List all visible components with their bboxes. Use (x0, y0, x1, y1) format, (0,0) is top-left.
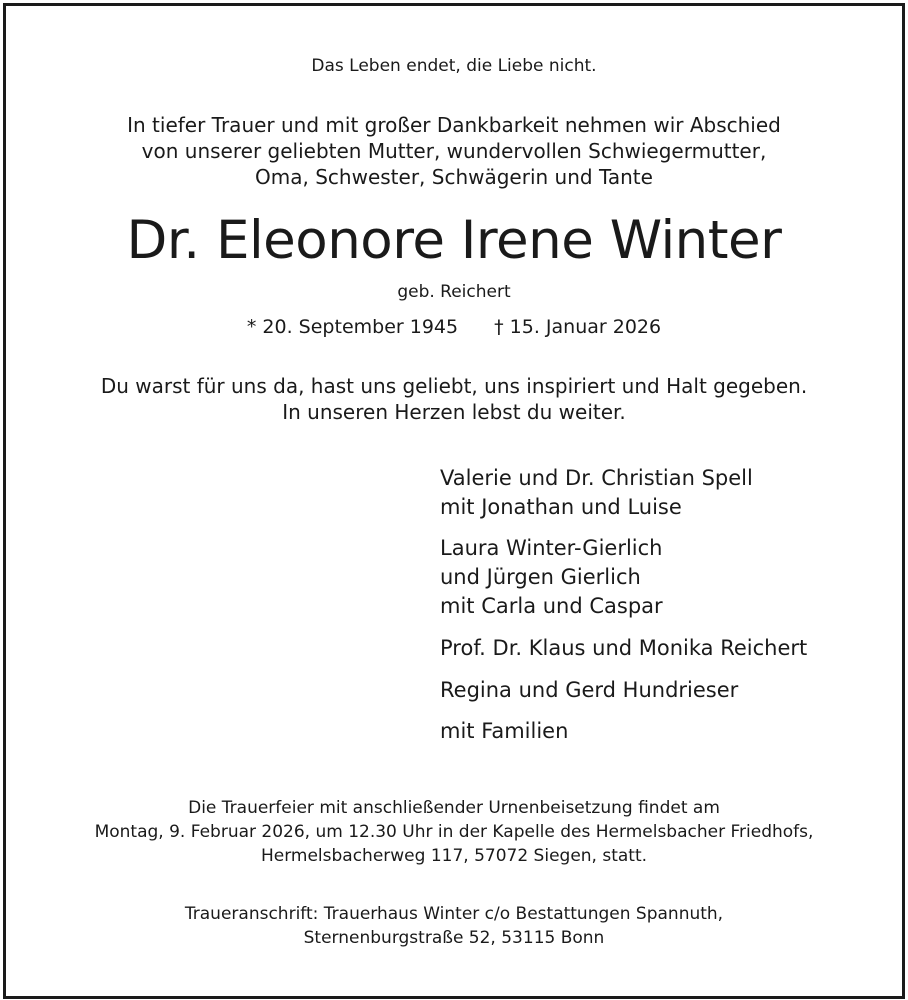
mourner-group (440, 534, 807, 621)
birth-date: * 20. September 1945 (246, 316, 459, 338)
tribute-text (0, 373, 908, 425)
life-dates (0, 315, 908, 339)
intro-line: Oma, Schwester, Schwägerin und Tante (255, 165, 653, 189)
mourner-line: und Jürgen Gierlich (440, 565, 641, 589)
ceremony-line: Die Trauerfeier mit anschließender Urnenbeisetzung findet am (188, 798, 720, 818)
mourner-group (440, 676, 807, 705)
maiden-name: geb. Reichert (397, 282, 511, 302)
mourner-group (440, 717, 807, 746)
mourner-line: mit Familien (440, 719, 569, 743)
intro-text (0, 112, 908, 190)
death-date: † 15. Januar 2026 (494, 316, 662, 338)
address-line: Traueranschrift: Trauerhaus Winter c/o Bestattungen Spannuth, (184, 904, 724, 924)
ceremony-line: Montag, 9. Februar 2026, um 12.30 Uhr in der Kapelle des Hermelsbacher Friedhofs, (94, 822, 814, 842)
mourner-line: Valerie und Dr. Christian Spell (440, 466, 753, 490)
intro-line: von unserer geliebten Mutter, wundervollen Schwiegermutter, (141, 139, 767, 163)
tribute-line: In unseren Herzen lebst du weiter. (282, 400, 626, 424)
ceremony-line: Hermelsbacherweg 117, 57072 Siegen, statt. (260, 846, 648, 866)
motto: Das Leben endet, die Liebe nicht. (311, 56, 597, 76)
mourner-group (440, 464, 807, 522)
mourner-line: Regina und Gerd Hundrieser (440, 678, 739, 702)
deceased-name: Dr. Eleonore Irene Winter (126, 210, 782, 271)
intro-line: In tiefer Trauer und mit großer Dankbarkeit nehmen wir Abschied (127, 113, 781, 137)
mourner-group (440, 634, 807, 663)
address-line: Sternenburgstraße 52, 53115 Bonn (303, 928, 605, 948)
mourners-list (440, 464, 807, 758)
mourning-address (0, 902, 908, 950)
mourner-line: Laura Winter-Gierlich (440, 536, 663, 560)
mourner-line: Prof. Dr. Klaus und Monika Reichert (440, 636, 808, 660)
ceremony-info (0, 796, 908, 868)
mourner-line: mit Carla und Caspar (440, 594, 663, 618)
tribute-line: Du warst für uns da, hast uns geliebt, uns inspiriert und Halt gegeben. (100, 374, 808, 398)
mourner-line: mit Jonathan und Luise (440, 495, 682, 519)
